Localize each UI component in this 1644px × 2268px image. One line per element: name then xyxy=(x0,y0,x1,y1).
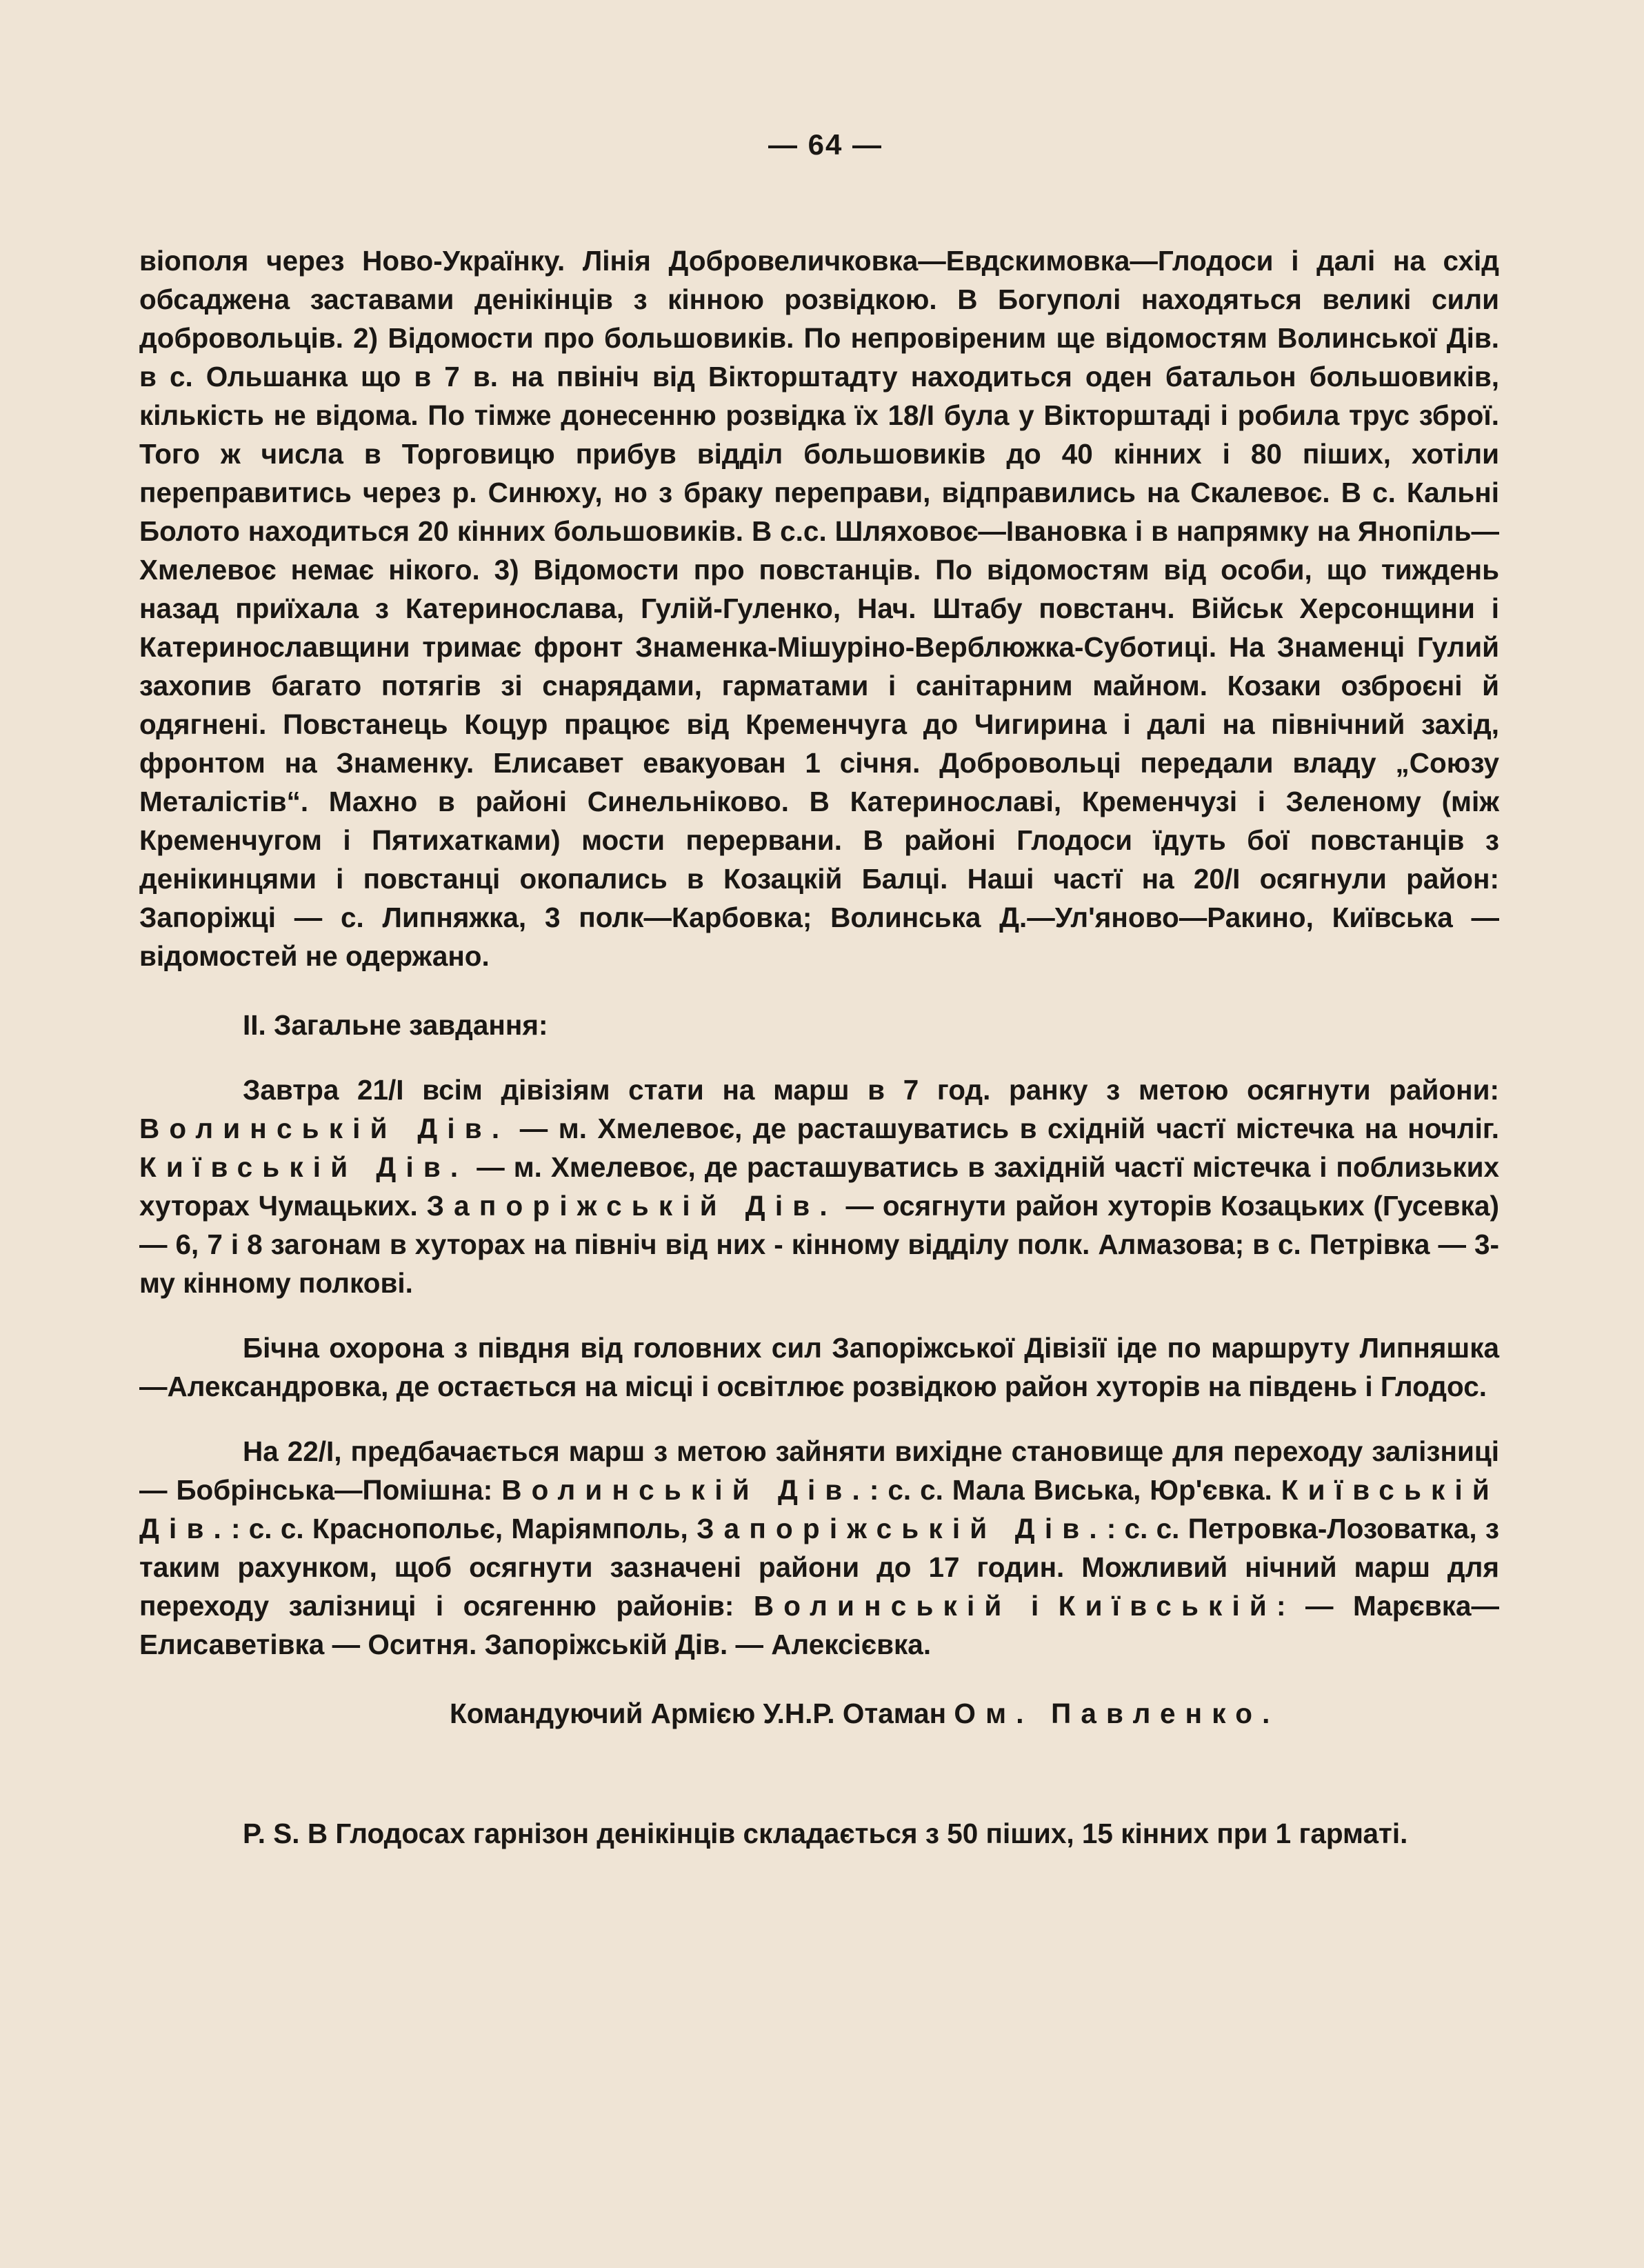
division-name: Волинській Дів. xyxy=(139,1113,510,1144)
commander-name: Ом. Павленко. xyxy=(954,1698,1280,1729)
postscript: P. S. В Глодосах гарнізон денікінців складається з 50 піших, 15 кінних при 1 гарматі. xyxy=(243,1818,1408,1849)
division-name: Київській Дів. xyxy=(139,1151,468,1183)
document-body xyxy=(139,241,1499,1853)
division-name: Запоріжській Дів. xyxy=(696,1513,1107,1544)
division-name: Волинській xyxy=(753,1590,1012,1622)
task-paragraph-2: Бічна охорона з півдня від головних сил Запоріжської Дівізії іде по маршруту Липняшка—Александровка, де остається на місці і освітлює розвідкою район хуторів на південь і Глодос. xyxy=(139,1332,1499,1402)
task-paragraph-3: На 22/І, предбачається марш з метою зайняти вихідне становище для переходу залізниці — Бобрінська—Помішна: Волинській Дів.: с. с. Мала Виська, Юр'євка. Київській Дів.: с. с. Краснопольє, Маріямполь, Запоріжській Дів.: с. с. Петровка-Лозоватка, з таким рахунком, щоб осягнути зазначені райони до 17 годин. Можливий нічний марш для переходу залізниці і осягенню районів: Волинській і Київській: — Марєвка—Елисаветівка — Оситня. Запоріжській Дів. — Алексієвка. xyxy=(139,1435,1500,1660)
division-name: Запоріжській Дів. xyxy=(426,1190,837,1222)
document-page xyxy=(139,124,1499,1853)
page-number: — 64 — xyxy=(768,128,883,161)
task-paragraph-1: Завтра 21/І всім дівізіям стати на марш в 7 год. ранку з метою осягнути райони: Волинській Дів. — м. Хмелевоє, де расташуватись в східній частї містечка на ночліг. Київській Дів. — м. Хмелевоє, де расташуватись в західній частї містечка і поблизьких хуторах Чумацьких. Запоріжській Дів. — осягнути район хуторів Козацьких (Гусевка) — 6, 7 і 8 загонам в хуторах на північ від них - кінному відділу полк. Алмазова; в с. Петрівка — 3-му кінному полкові. xyxy=(139,1074,1499,1299)
signature-line: Командуючий Армією У.Н.Р. Отаман Ом. Павленко. xyxy=(450,1698,1280,1729)
section-heading: II. Загальне завдання: xyxy=(243,1009,548,1041)
division-name: Волинській Дів. xyxy=(501,1474,870,1506)
intelligence-paragraph: віополя через Ново-Українку. Лінія Добровеличковка—Евдскимовка—Глодоси і далі на схід обсаджена заставами денікінців з кінною розвідкою. В Богуполі находяться великі сили добровольців. 2) Відомости про большовиків. По непровіреним ще відомостям Волинської Дів. в с. Ольшанка що в 7 в. на пвініч від Вікторштадту находиться оден батальон большовиків, кількість не відома. По тімже донесенню розвідка їх 18/І була у Вікторштаді і робила трус зброї. Того ж числа в Торговицю прибув відділ большовиків до 40 кінних і 80 піших, хотіли переправитись через р. Синюху, но з браку переправи, відправились на Скалевоє. В с. Кальні Болото находиться 20 кінних большовиків. В с.с. Шляховоє—Івановка і в напрямку на Янопіль—Хмелевоє немає нікого. 3) Відомости про повстанців. По відомостям від особи, що тиждень назад приїхала з Катеринослава, Гулій-Гуленко, Нач. Штабу повстанч. Військ Херсонщини і Катеринославщини тримає фронт Знаменка-Мішуріно-Верблюжка-Суботиці. На Знаменці Гулий захопив багато потягів зі снарядами, гарматами і санітарним майном. Козаки озброєні й одягнені. Повстанець Коцур працює від Кременчуга до Чигирина і далі на північний захід, фронтом на Знаменку. Елисавет евакуован 1 січня. Добровольці передали владу „Союзу Металістів“. Махно в районі Синельніково. В Катеринославі, Кременчузі і Зеленому (між Кременчугом і Пятихатками) мости перервани. В районі Глодоси їдуть бої повстанців з денікинцями і повстанці окопались в Козацкій Балці. Наші частї на 20/І осягнули район: Запоріжці — с. Липняжка, 3 полк—Карбовка; Волинська Д.—Ул'яново—Ракино, Київська — відомостей не одержано. xyxy=(139,245,1499,972)
division-name: Київській xyxy=(1058,1590,1276,1622)
division-name: Київській Дів. xyxy=(139,1474,1499,1544)
